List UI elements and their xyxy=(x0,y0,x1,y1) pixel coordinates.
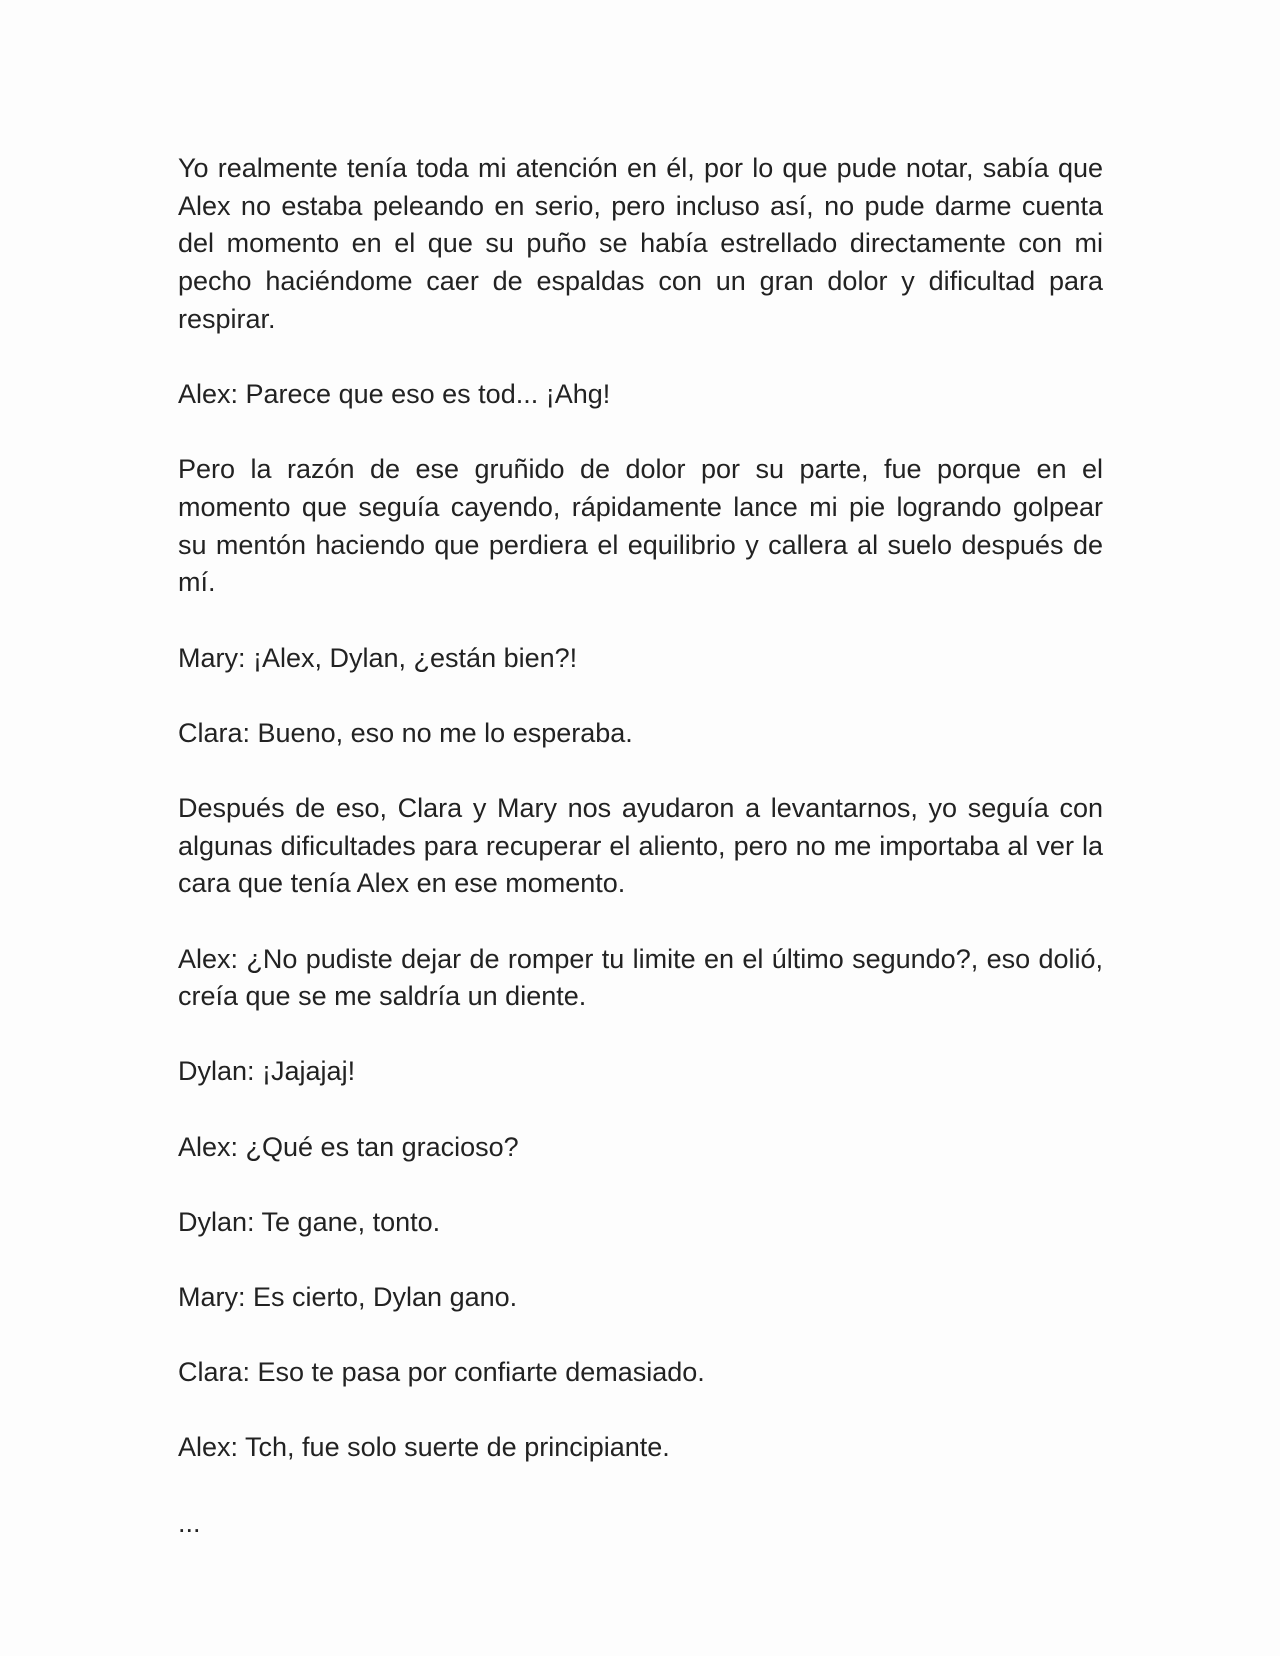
dialogue-line: Dylan: ¡Jajajaj! xyxy=(178,1056,356,1087)
ellipsis-scene-break: ... xyxy=(178,1507,201,1538)
dialogue-line: Dylan: Te gane, tonto. xyxy=(178,1206,441,1237)
dialogue-line: Alex: Tch, fue solo suerte de principiante. xyxy=(178,1432,670,1463)
narration-paragraph: Yo realmente tenía toda mi atención en él, por lo que pude notar, sabía que Alex no estaba peleando en serio, pero incluso así, no pude darme cuenta del momento en el que su puño se había estrellado directamente con mi pecho haciéndome caer de espaldas con un gran dolor y dificultad para respirar. xyxy=(178,153,1103,334)
dialogue-line: Alex: ¿No pudiste dejar de romper tu limite en el último segundo?, eso dolió, creía que se me saldría un diente. xyxy=(178,943,1103,1012)
narration-paragraph: Después de eso, Clara y Mary nos ayudaron a levantarnos, yo seguía con algunas dificultades para recuperar el aliento, pero no me importaba al ver la cara que tenía Alex en ese momento. xyxy=(178,792,1103,899)
dialogue-line: Mary: Es cierto, Dylan gano. xyxy=(178,1282,518,1313)
narration-paragraph: Pero la razón de ese gruñido de dolor por su parte, fue porque en el momento que seguía cayendo, rápidamente lance mi pie logrando golpear su mentón haciendo que perdiera el equilibrio y callera al suelo después de mí. xyxy=(178,454,1103,598)
document-body xyxy=(178,150,1103,1580)
dialogue-line: Alex: Parece que eso es tod... ¡Ahg! xyxy=(178,379,611,410)
dialogue-line: Alex: ¿Qué es tan gracioso? xyxy=(178,1131,519,1162)
dialogue-line: Clara: Eso te pasa por confiarte demasiado. xyxy=(178,1357,705,1388)
dialogue-line: Mary: ¡Alex, Dylan, ¿están bien?! xyxy=(178,642,578,673)
dialogue-line: Clara: Bueno, eso no me lo esperaba. xyxy=(178,717,633,748)
